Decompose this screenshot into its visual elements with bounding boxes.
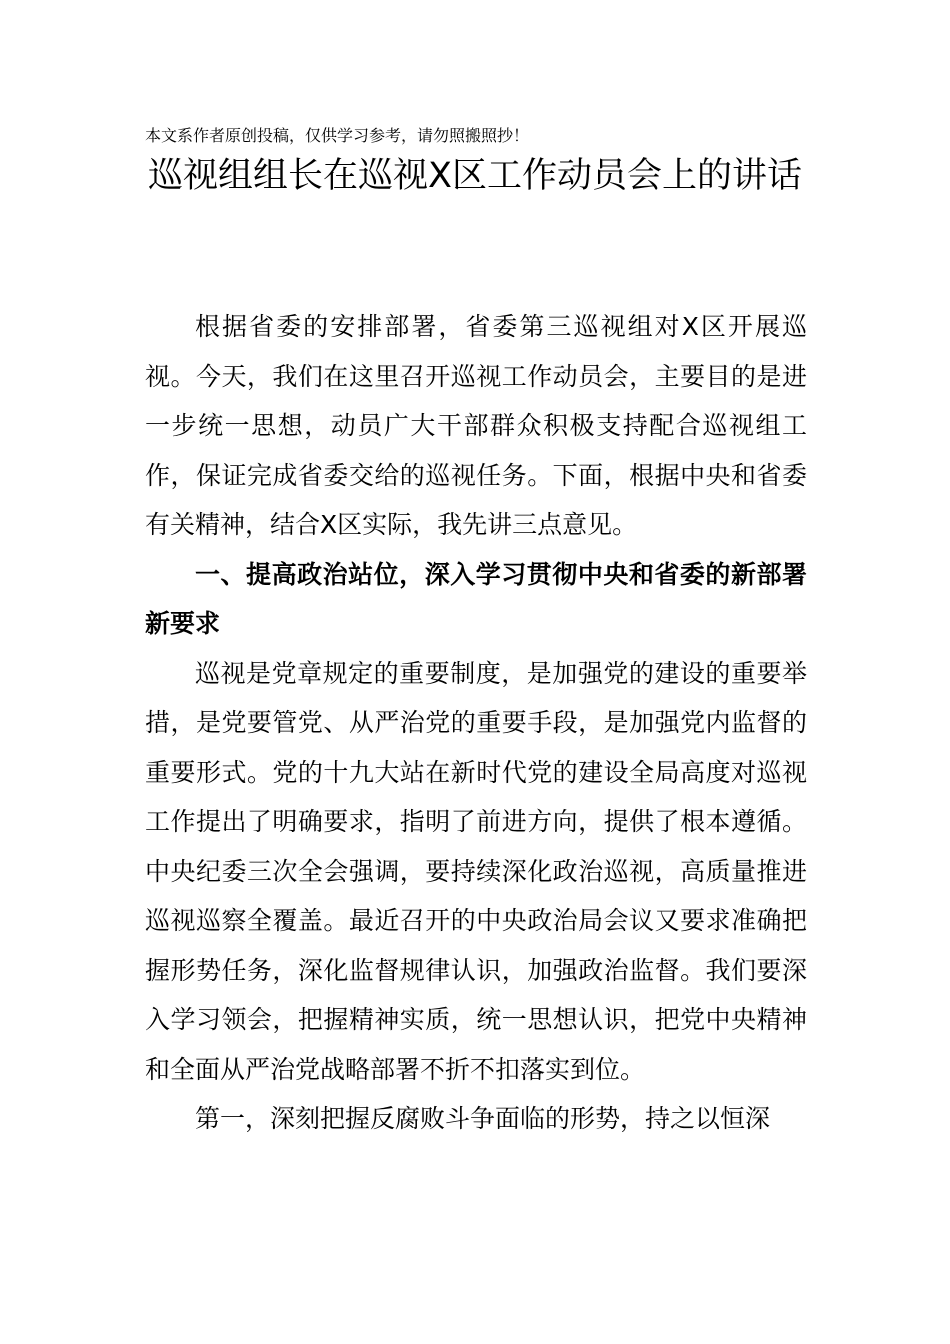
document-title: 巡视组组长在巡视X区工作动员会上的讲话 — [148, 156, 802, 196]
section-heading-1: 一、提高政治站位，深入学习贯彻中央和省委的新部署新要求 — [145, 559, 807, 638]
copyright-notice: 本文系作者原创投稿，仅供学习参考，请勿照搬照抄！ — [145, 126, 530, 145]
document-body — [145, 302, 807, 1144]
paragraph-intro: 根据省委的安排部署，省委第三巡视组对X区开展巡视。今天，我们在这里召开巡视工作动员会，主要目的是进一步统一思想，动员广大干部群众积极支持配合巡视组工作，保证完成省委交给的巡视任务。下面，根据中央和省委有关精神，结合X区实际，我先讲三点意见。 — [145, 312, 807, 539]
paragraph-point-1: 第一，深刻把握反腐败斗争面临的形势，持之以恒深 — [195, 1104, 771, 1133]
paragraph-section-1: 巡视是党章规定的重要制度，是加强党的建设的重要举措，是党要管党、从严治党的重要手段，是加强党内监督的重要形式。党的十九大站在新时代党的建设全局高度对巡视工作提出了明确要求，指明了前进方向，提供了根本遵循。中央纪委三次全会强调，要持续深化政治巡视，高质量推进巡视巡察全覆盖。最近召开的中央政治局会议又要求准确把握形势任务，深化监督规律认识，加强政治监督。我们要深入学习领会，把握精神实质，统一思想认识，把党中央精神和全面从严治党战略部署不折不扣落实到位。 — [145, 658, 807, 1084]
